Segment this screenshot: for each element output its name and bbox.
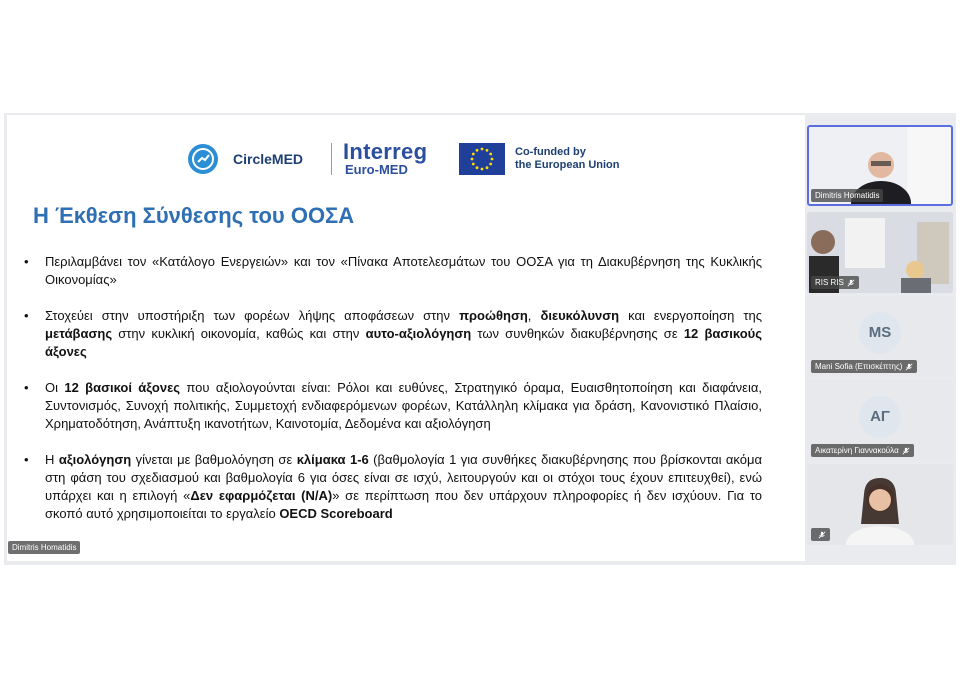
participant-name-tag <box>811 189 883 202</box>
participant-tile[interactable] <box>807 125 953 206</box>
participant-name-tag <box>811 360 917 373</box>
participants-panel <box>807 115 955 561</box>
bullet-text: , <box>527 308 541 323</box>
bullet-item <box>22 307 762 361</box>
participant-name: Dimitris Homatidis <box>815 191 880 200</box>
bullet-bold-text: προώθηση <box>459 308 528 323</box>
bullet-dot: • <box>24 452 29 467</box>
meeting-window <box>4 113 956 565</box>
participant-name-tag <box>811 444 914 457</box>
bullet-list <box>22 253 762 541</box>
bullet-text: Περιλαμβάνει τον «Κατάλογο Ενεργειών» και τον «Πίνακα Αποτελεσμάτων του ΟΟΣΑ για τη Διακυβέρνηση της Κυκλικής Οικονομίας» <box>45 254 762 287</box>
bullet-bold-text: 12 βασικούς άξονες <box>45 326 762 359</box>
bullet-bold-text: 12 βασικοί άξονες <box>64 380 181 395</box>
participant-avatar: ΑΓ <box>859 396 901 438</box>
bullet-bold-text: αυτο-αξιολόγηση <box>365 326 472 341</box>
participant-name: RIS RIS <box>815 278 844 287</box>
bullet-text: και ενεργοποίηση της <box>619 308 762 323</box>
bullet-bold-text: OECD Scoreboard <box>279 506 393 521</box>
bullet-dot: • <box>24 380 29 395</box>
logo-divider <box>331 143 332 175</box>
bullet-bold-text: διευκόλυνση <box>540 308 620 323</box>
shared-slide <box>7 115 805 561</box>
cofunded-text <box>515 146 620 172</box>
mic-muted-icon <box>902 447 910 455</box>
bullet-text: των συνθηκών διακυβέρνησης σε <box>471 326 684 341</box>
participant-name: Αικατερίνη Γιαννακούλα <box>815 446 899 455</box>
participant-name-tag <box>811 528 830 541</box>
cofunded-line2: the European Union <box>515 159 620 171</box>
mic-muted-icon <box>818 531 826 539</box>
circlemed-logo-icon <box>187 143 219 175</box>
bullet-text: γίνεται με βαθμολόγηση σε <box>131 452 297 467</box>
bullet-item <box>22 379 762 433</box>
cofunded-line1: Co-funded by <box>515 146 586 158</box>
bullet-text: Η <box>45 452 59 467</box>
participant-name: Mani Sofia (Επισκέπτης) <box>815 362 903 371</box>
interreg-logo: Interreg <box>343 139 428 164</box>
eu-flag-icon <box>459 143 505 175</box>
bullet-bold-text: Δεν εφαρμόζεται (N/A) <box>190 488 333 503</box>
participant-name-tag <box>811 276 859 289</box>
bullet-text: » σε περίπτωση που δεν υπάρχουν πληροφορίες ή δεν ισχύουν. Για το σκοπό αυτό χρησιμοποιείται το εργαλείο <box>45 488 763 521</box>
mic-muted-icon <box>847 279 855 287</box>
bullet-text: που αξιολογούνται είναι: Ρόλοι και ευθύνες, Στρατηγικό όραμα, Ευαισθητοποίηση και διαφάνεια, Συντονισμός, Συνοχή πολιτικής, Συμμετοχή ενδιαφερόμενων φορέων, Κατάλληλη κλίμακα για δράση, Κανονιστικό Πλαίσιο, Χρηματοδότηση, Ανάπτυξη ικανοτήτων, Καινοτομία, Δεδομένα και αξιολόγηση <box>45 380 762 431</box>
euromed-label: Euro-MED <box>345 162 408 177</box>
participant-tile[interactable] <box>807 212 953 293</box>
bullet-bold-text: αξιολόγηση <box>58 452 132 467</box>
mic-muted-icon <box>905 363 913 371</box>
bullet-text: στην κυκλική οικονομία, καθώς και στην <box>112 326 366 341</box>
bullet-item <box>22 451 762 523</box>
bullet-item <box>22 253 762 289</box>
partner-logos <box>187 141 627 177</box>
bullet-text: Στοχεύει στην υποστήριξη των φορέων λήψης αποφάσεων στην <box>45 308 460 323</box>
bullet-dot: • <box>24 308 29 323</box>
participant-tile[interactable] <box>807 296 953 377</box>
bullet-dot: • <box>24 254 29 269</box>
participant-avatar: MS <box>859 312 901 354</box>
bullet-bold-text: μετάβασης <box>45 326 113 341</box>
bullet-bold-text: κλίμακα 1-6 <box>296 452 369 467</box>
presenter-name-tag: Dimitris Homatidis <box>8 541 80 554</box>
participant-tile[interactable] <box>807 380 953 461</box>
bullet-text: (βαθμολογία 1 για συνθήκες διακυβέρνησης που βρίσκονται ακόμα στη φάση του σχεδιασμού και βαθμολογία 6 για όσες είναι σε ισχύ, λειτουργούν και οι στόχοι τους έχουν επιτευχθεί), ενώ υπάρχει και η επιλογή « <box>45 452 763 503</box>
circlemed-label: CircleMED <box>233 151 304 167</box>
slide-title: Η Έκθεση Σύνθεσης του ΟΟΣΑ <box>33 203 355 228</box>
participant-tile[interactable] <box>807 464 953 545</box>
bullet-text: Οι <box>45 380 65 395</box>
